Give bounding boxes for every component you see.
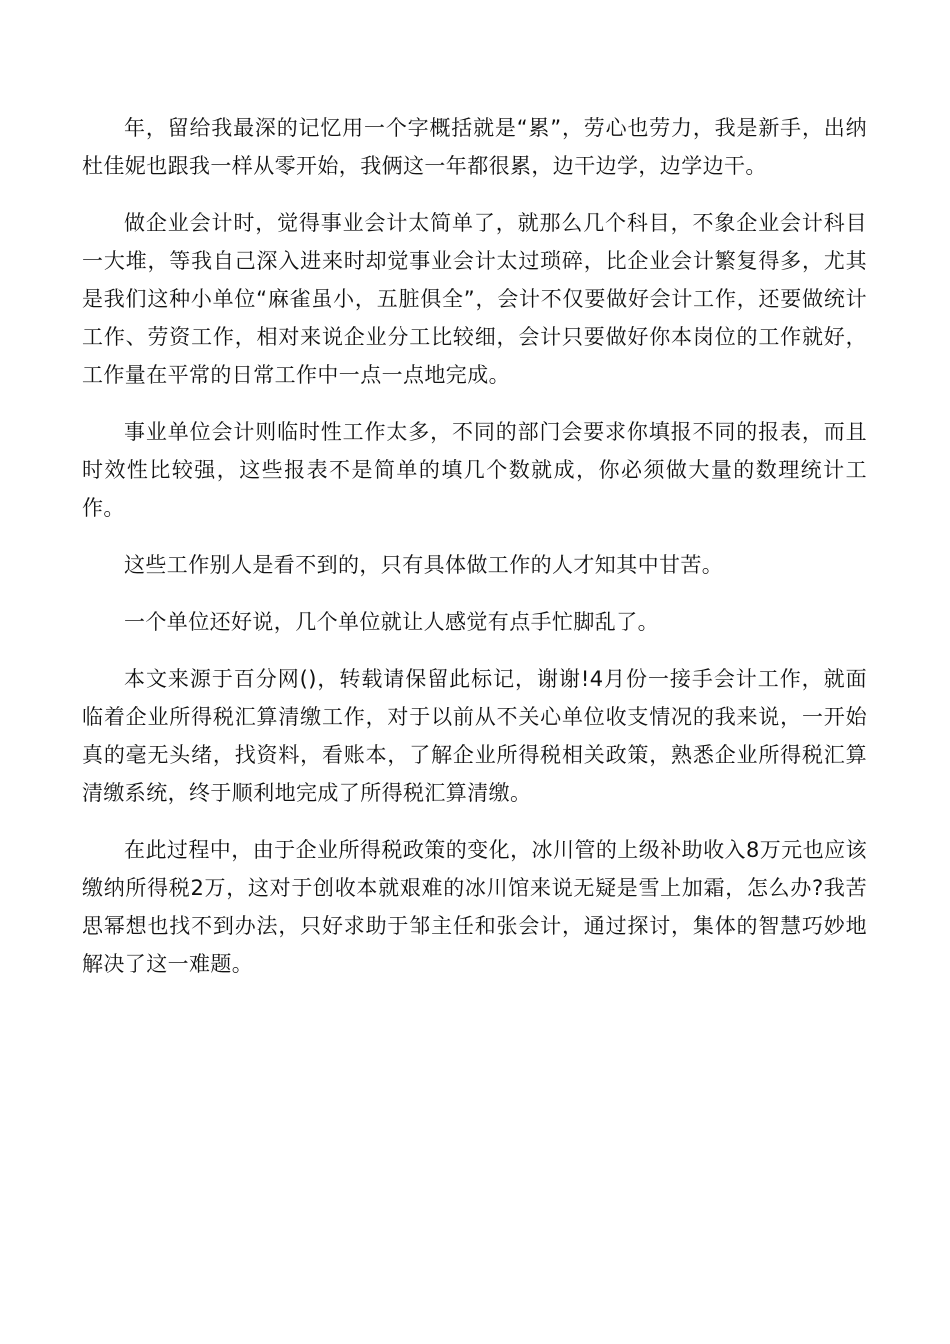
paragraph-7: 在此过程中，由于企业所得税政策的变化，冰川管的上级补助收入8万元也应该缴纳所得税2万，这对于创收本就艰难的冰川馆来说无疑是雪上加霜，怎么办?我苦思幂想也找不到办法，只好求助于邹主任和张会计，通过探讨，集体的智慧巧妙地解决了这一难题。	[82, 838, 867, 976]
paragraph-4: 这些工作别人是看不到的，只有具体做工作的人才知其中甘苦。	[124, 553, 724, 577]
paragraph-3: 事业单位会计则临时性工作太多，不同的部门会要求你填报不同的报表，而且时效性比较强，这些报表不是简单的填几个数就成，你必须做大量的数理统计工作。	[82, 420, 867, 520]
paragraph-1: 年，留给我最深的记忆用一个字概括就是“累”，劳心也劳力，我是新手，出纳杜佳妮也跟我一样从零开始，我俩这一年都很累，边干边学，边学边干。	[82, 116, 867, 178]
document-body	[82, 109, 867, 1002]
paragraph-2: 做企业会计时，觉得事业会计太简单了，就那么几个科目，不象企业会计科目一大堆，等我自己深入进来时却觉事业会计太过琐碎，比企业会计繁复得多，尤其是我们这种小单位“麻雀虽小，五脏俱全”，会计不仅要做好会计工作，还要做统计工作、劳资工作，相对来说企业分工比较细，会计只要做好你本岗位的工作就好，工作量在平常的日常工作中一点一点地完成。	[82, 211, 867, 387]
paragraph-5: 一个单位还好说，几个单位就让人感觉有点手忙脚乱了。	[124, 610, 659, 634]
paragraph-6: 本文来源于百分网()，转载请保留此标记，谢谢!4月份一接手会计工作，就面临着企业所得税汇算清缴工作，对于以前从不关心单位收支情况的我来说，一开始真的毫无头绪，找资料，看账本，了解企业所得税相关政策，熟悉企业所得税汇算清缴系统，终于顺利地完成了所得税汇算清缴。	[82, 667, 867, 805]
